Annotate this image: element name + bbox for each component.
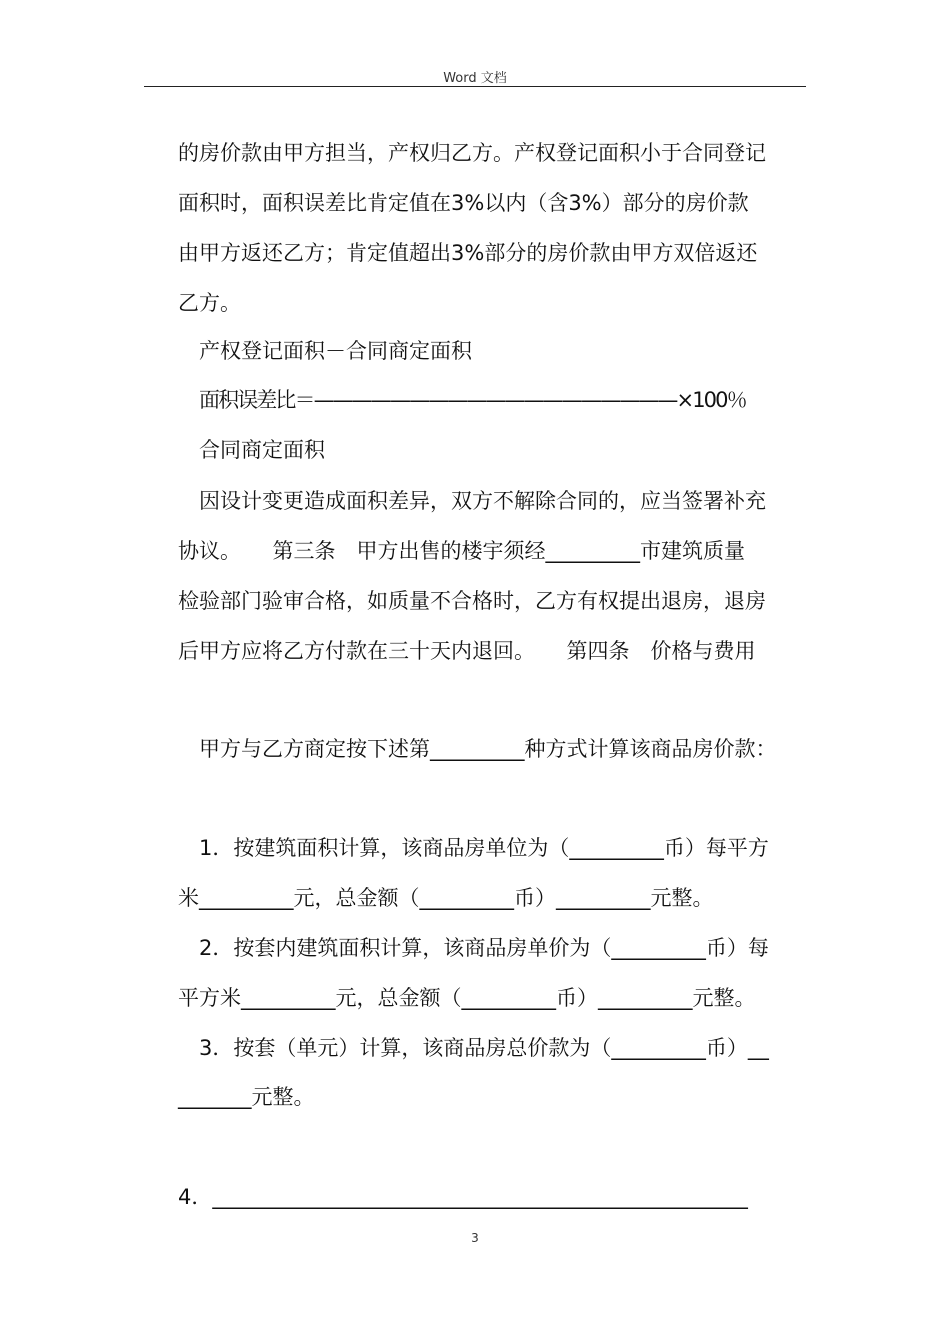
- body-line: 米_________元，总金额（_________币）_________元整。: [178, 886, 714, 910]
- body-line: 3．按套（单元）计算，该商品房总价款为（_________币）__: [199, 1036, 769, 1060]
- body-line: 乙方。: [178, 291, 241, 315]
- header-rule: [144, 86, 806, 87]
- body-line: _______元整。: [178, 1085, 315, 1109]
- body-line: 1．按建筑面积计算，该商品房单位为（_________币）每平方: [199, 836, 769, 860]
- body-line: 面积时，面积误差比肯定值在3%以内（含3%）部分的房价款: [178, 191, 749, 215]
- page-number: 3: [471, 1231, 479, 1245]
- body-line: 产权登记面积－合同商定面积: [199, 339, 472, 363]
- body-line: 合同商定面积: [199, 438, 325, 462]
- formula-line: 面积误差比＝———————————————————×100％: [199, 388, 746, 412]
- body-line: 检验部门验审合格，如质量不合格时，乙方有权提出退房，退房: [178, 589, 766, 613]
- body-line: 甲方与乙方商定按下述第_________种方式计算该商品房价款：: [199, 737, 777, 761]
- body-line: 由甲方返还乙方；肯定值超出3%部分的房价款由甲方双倍返还: [178, 241, 758, 265]
- page-header: Word 文档: [443, 71, 507, 86]
- body-line: 的房价款由甲方担当，产权归乙方。产权登记面积小于合同登记: [178, 141, 766, 165]
- body-line: 因设计变更造成面积差异，双方不解除合同的，应当签署补充: [199, 489, 766, 513]
- body-line: 4．___________________________________________________: [178, 1185, 748, 1209]
- body-line: 后甲方应将乙方付款在三十天内退回。 第四条 价格与费用: [178, 639, 756, 663]
- body-line: 2．按套内建筑面积计算，该商品房单价为（_________币）每: [199, 936, 769, 960]
- body-line: 协议。 第三条 甲方出售的楼宇须经_________市建筑质量: [178, 539, 745, 563]
- body-line: 平方米_________元，总金额（_________币）_________元整。: [178, 986, 756, 1010]
